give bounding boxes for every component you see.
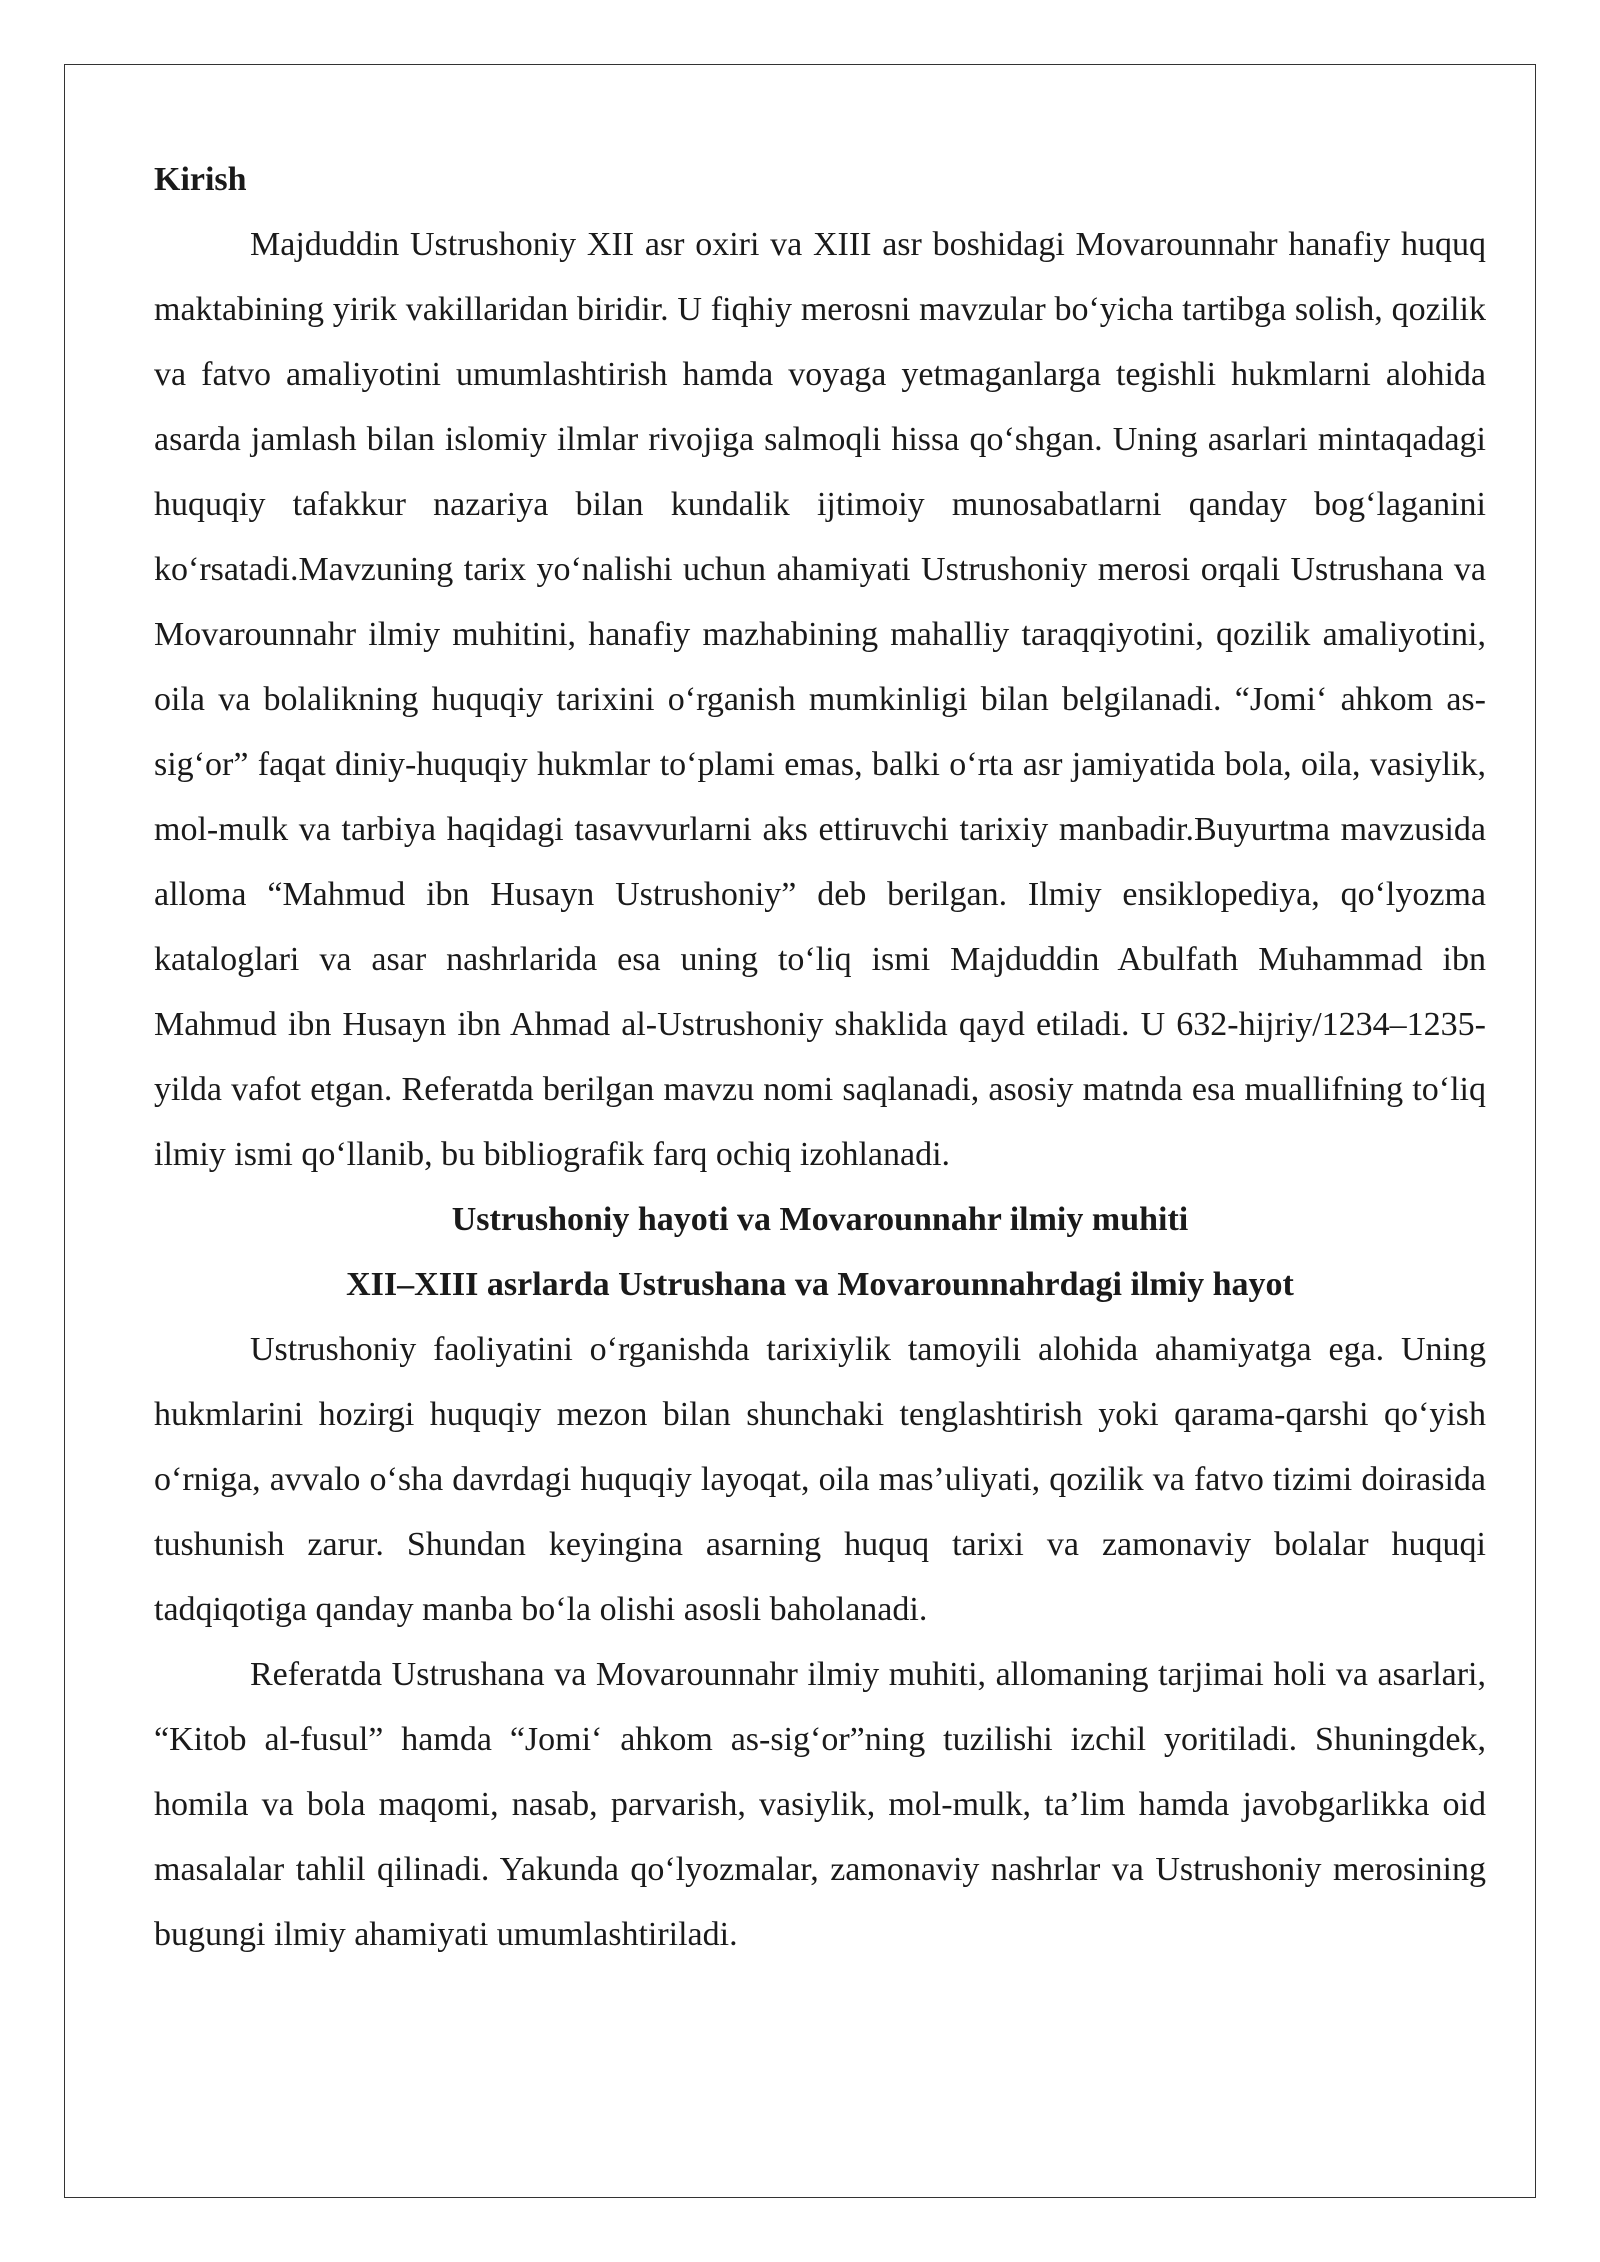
body-paragraph: Ustrushoniy faoliyatini o‘rganishda tarixiylik tamoyili alohida ahamiyatga ega. Uning hukmlarini hozirgi huquqiy mezon bilan shunchaki tenglashtirish yoki qarama-qarshi qo‘yish o‘rniga, avvalo o‘sha davrdagi huquqiy layoqat, oila mas’uliyati, qozilik va fatvo tizimi doirasida tushunish zarur. Shundan keyingina asarning huquq tarixi va zamonaviy bolalar huquqi tadqiqotiga qanday manba bo‘la olishi asosli baholanadi. [154,1331,1486,1628]
intro-heading: Kirish [154,161,247,198]
intro-paragraph: Majduddin Ustrushoniy XII asr oxiri va XIII asr boshidagi Movarounnahr hanafiy huquq maktabining yirik vakillaridan biridir. U fiqhiy merosni mavzular bo‘yicha tartibga solish, qozilik va fatvo amaliyotini umumlashtirish hamda voyaga yetmaganlarga tegishli hukmlarni alohida asarda jamlash bilan islomiy ilmlar rivojiga salmoqli hissa qo‘shgan. Uning asarlari mintaqadagi huquqiy tafakkur nazariya bilan kundalik ijtimoiy munosabatlarni qanday bog‘laganini ko‘rsatadi.Mavzuning tarix yo‘nalishi uchun ahamiyati Ustrushoniy merosi orqali Ustrushana va Movarounnahr ilmiy muhitini, hanafiy mazhabining mahalliy taraqqiyotini, qozilik amaliyotini, oila va bolalikning huquqiy tarixini o‘rganish mumkinligi bilan belgilanadi. “Jomi‘ ahkom as-sig‘or” faqat diniy-huquqiy hukmlar to‘plami emas, balki o‘rta asr jamiyatida bola, oila, vasiylik, mol-mulk va tarbiya haqidagi tasavvurlarni aks ettiruvchi tarixiy manbadir.Buyurtma mavzusida alloma “Mahmud ibn Husayn Ustrushoniy” deb berilgan. Ilmiy ensiklopediya, qo‘lyozma kataloglari va asar nashrlarida esa uning to‘liq ismi Majduddin Abulfath Muhammad ibn Mahmud ibn Husayn ibn Ahmad al-Ustrushoniy shaklida qayd etiladi. U 632-hijriy/1234–1235-yilda vafot etgan. Referatda berilgan mavzu nomi saqlanadi, asosiy matnda esa muallifning to‘liq ilmiy ismi qo‘llanib, bu bibliografik farq ochiq izohlanadi. [154,226,1486,1173]
body-paragraph: Referatda Ustrushana va Movarounnahr ilmiy muhiti, allomaning tarjimai holi va asarlari, “Kitob al-fusul” hamda “Jomi‘ ahkom as-sig‘or”ning tuzilishi izchil yoritiladi. Shuningdek, homila va bola maqomi, nasab, parvarish, vasiylik, mol-mulk, ta’lim hamda javobgarlikka oid masalalar tahlil qilinadi. Yakunda qo‘lyozmalar, zamonaviy nashrlar va Ustrushoniy merosining bugungi ilmiy ahamiyati umumlashtiriladi. [154,1656,1486,1953]
document-body [154,147,1486,1967]
section-subtitle: XII–XIII asrlarda Ustrushana va Movarounnahrdagi ilmiy hayot [346,1266,1294,1303]
section-title: Ustrushoniy hayoti va Movarounnahr ilmiy muhiti [451,1201,1189,1238]
